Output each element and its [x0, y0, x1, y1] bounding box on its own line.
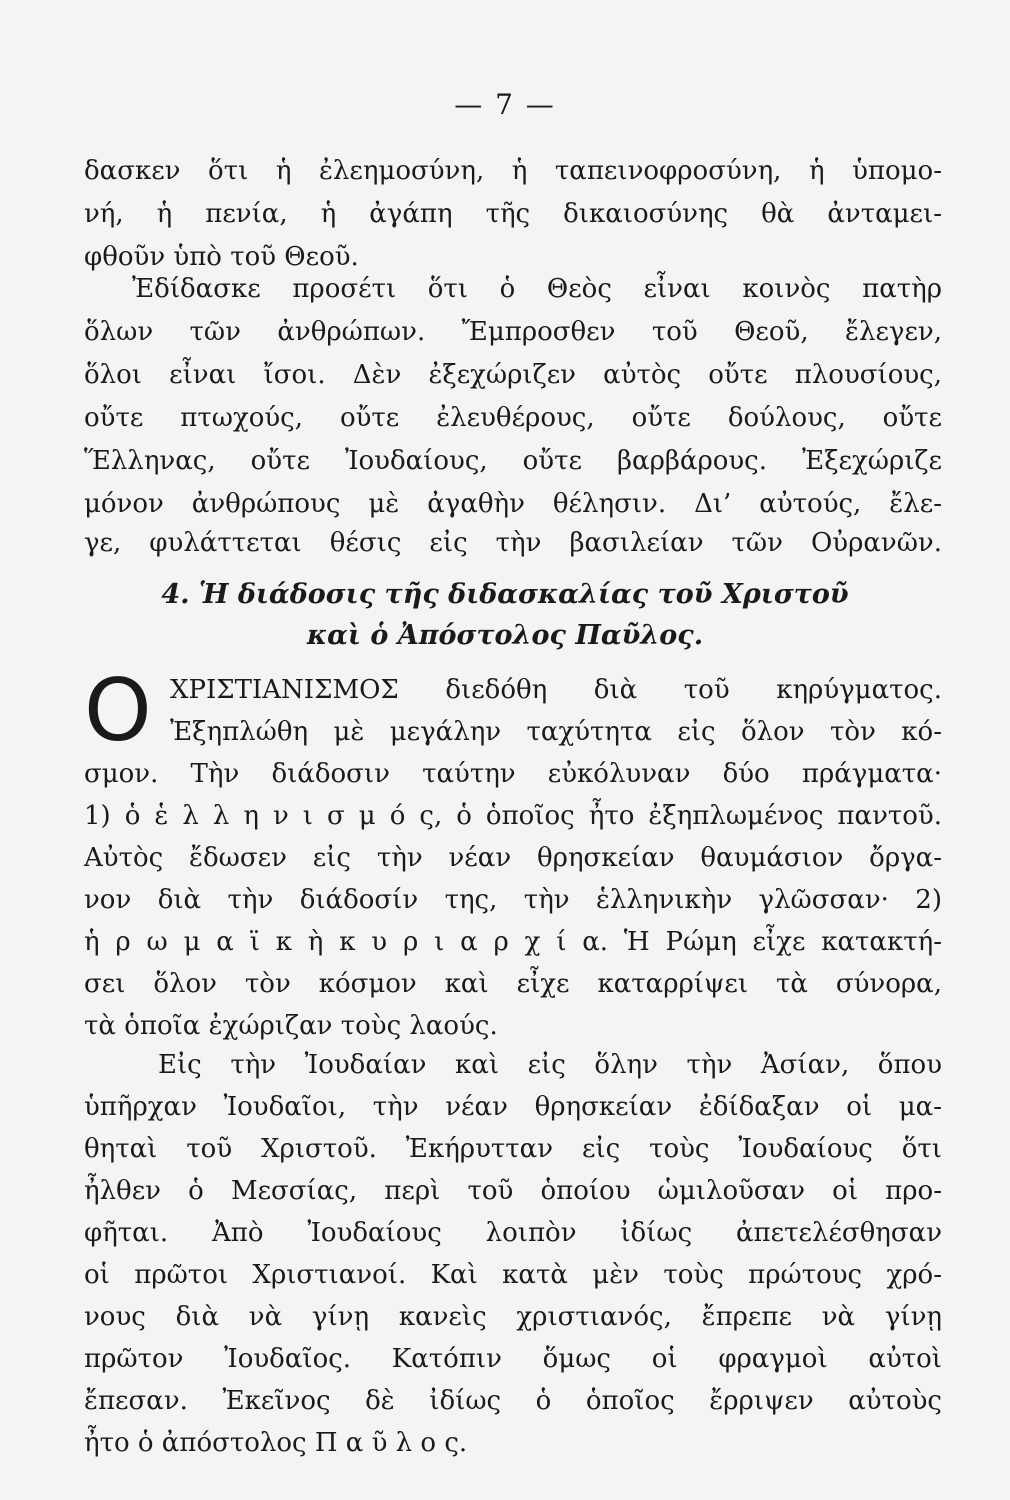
text-line: ὅλοι εἶναι ἴσοι. Δὲν ἐξεχώριζεν αὐτὸς οὔτε πλουσίους,	[84, 360, 942, 390]
text-line: πρῶτον Ἰουδαῖος. Κατόπιν ὅμως οἱ φραγμοὶ αὐτοὶ	[84, 1344, 942, 1374]
text-line: Εἰς τὴν Ἰουδαίαν καὶ εἰς ὅλην τὴν Ἀσίαν, ὅπου	[158, 1050, 942, 1080]
text-line: Ἐδίδασκε προσέτι ὅτι ὁ Θεὸς εἶναι κοινὸς πατὴρ	[132, 274, 942, 304]
text-line: ΧΡΙΣΤΙΑΝΙΣΜΟΣ διεδόθη διὰ τοῦ κηρύγματος.	[170, 675, 942, 705]
text-line: Ἕλληνας, οὔτε Ἰουδαίους, οὔτε βαρβάρους. Ἐξεχώριζε	[84, 446, 942, 476]
text-line: ἦλθεν ὁ Μεσσίας, περὶ τοῦ ὁποίου ὡμιλοῦσαν οἱ προ-	[84, 1176, 942, 1206]
text-line: ὑπῆρχαν Ἰουδαῖοι, τὴν νέαν θρησκείαν ἐδίδαξαν οἱ μα-	[84, 1092, 942, 1122]
text-line: σει ὅλον τὸν κόσμον καὶ εἶχε καταρρίψει τὰ σύνορα,	[84, 969, 942, 999]
drop-cap-letter: Ο	[84, 661, 152, 761]
text-line: Αὐτὸς ἔδωσεν εἰς τὴν νέαν θρησκείαν θαυμάσιον ὄργα-	[84, 843, 942, 873]
text-line: Ἐξηπλώθη μὲ μεγάλην ταχύτητα εἰς ὅλον τὸν κό-	[170, 717, 942, 747]
text-line: μόνον ἀνθρώπους μὲ ἀγαθὴν θέλησιν. Δι’ αὐτούς, ἔλε-	[84, 489, 942, 519]
text-line: ἡ ρ ω μ α ϊ κ ὴ κ υ ρ ι α ρ χ ί α. Ἡ Ρώμη εἶχε κατακτή-	[84, 927, 942, 957]
text-line: ὅλων τῶν ἀνθρώπων. Ἔμπροσθεν τοῦ Θεοῦ, ἔλεγεν,	[84, 317, 942, 347]
text-line: φῆται. Ἀπὸ Ἰουδαίους λοιπὸν ἰδίως ἀπετελέσθησαν	[84, 1218, 942, 1248]
text-line: θηταὶ τοῦ Χριστοῦ. Ἐκήρυτταν εἰς τοὺς Ἰουδαίους ὅτι	[84, 1134, 942, 1164]
text-line: νή, ἡ πενία, ἡ ἀγάπη τῆς δικαιοσύνης θὰ ἀνταμει-	[84, 199, 942, 229]
text-line: τὰ ὁποῖα ἐχώριζαν τοὺς λαούς.	[84, 1011, 498, 1041]
text-line: φθοῦν ὑπὸ τοῦ Θεοῦ.	[84, 242, 359, 272]
text-line: σμον. Τὴν διάδοσιν ταύτην εὐκόλυναν δύο πράγματα·	[84, 759, 942, 789]
text-line: ἔπεσαν. Ἐκεῖνος δὲ ἰδίως ὁ ὁποῖος ἔρριψεν αὐτοὺς	[84, 1386, 942, 1416]
text-line: γε, φυλάττεται θέσις εἰς τὴν βασιλείαν τῶν Οὐρανῶν.	[84, 528, 942, 558]
text-line: οὔτε πτωχούς, οὔτε ἐλευθέρους, οὔτε δούλους, οὔτε	[84, 403, 942, 433]
section-heading: 4. Ἡ διάδοσις τῆς διδασκαλίας τοῦ Χριστοῦ	[161, 579, 849, 610]
text-line: ἦτο ὁ ἀπόστολος Π α ῦ λ ο ς.	[84, 1428, 468, 1458]
text-line: δασκεν ὅτι ἡ ἐλεημοσύνη, ἡ ταπεινοφροσύνη, ἡ ὑπομο-	[84, 156, 942, 186]
text-line: 1) ὁ ἑ λ λ η ν ι σ μ ό ς, ὁ ὁποῖος ἦτο ἐξηπλωμένος παντοῦ.	[84, 801, 942, 831]
section-heading-line2: καὶ ὁ Ἀπόστολος Παῦλος.	[306, 620, 704, 651]
text-line: οἱ πρῶτοι Χριστιανοί. Καὶ κατὰ μὲν τοὺς πρώτους χρό-	[84, 1260, 942, 1290]
text-line: νους διὰ νὰ γίνῃ κανεὶς χριστιανός, ἔπρεπε νὰ γίνῃ	[84, 1302, 942, 1332]
page-number: — 7 —	[454, 88, 556, 121]
text-line: νον διὰ τὴν διάδοσίν της, τὴν ἑλληνικὴν γλῶσσαν· 2)	[84, 885, 942, 915]
